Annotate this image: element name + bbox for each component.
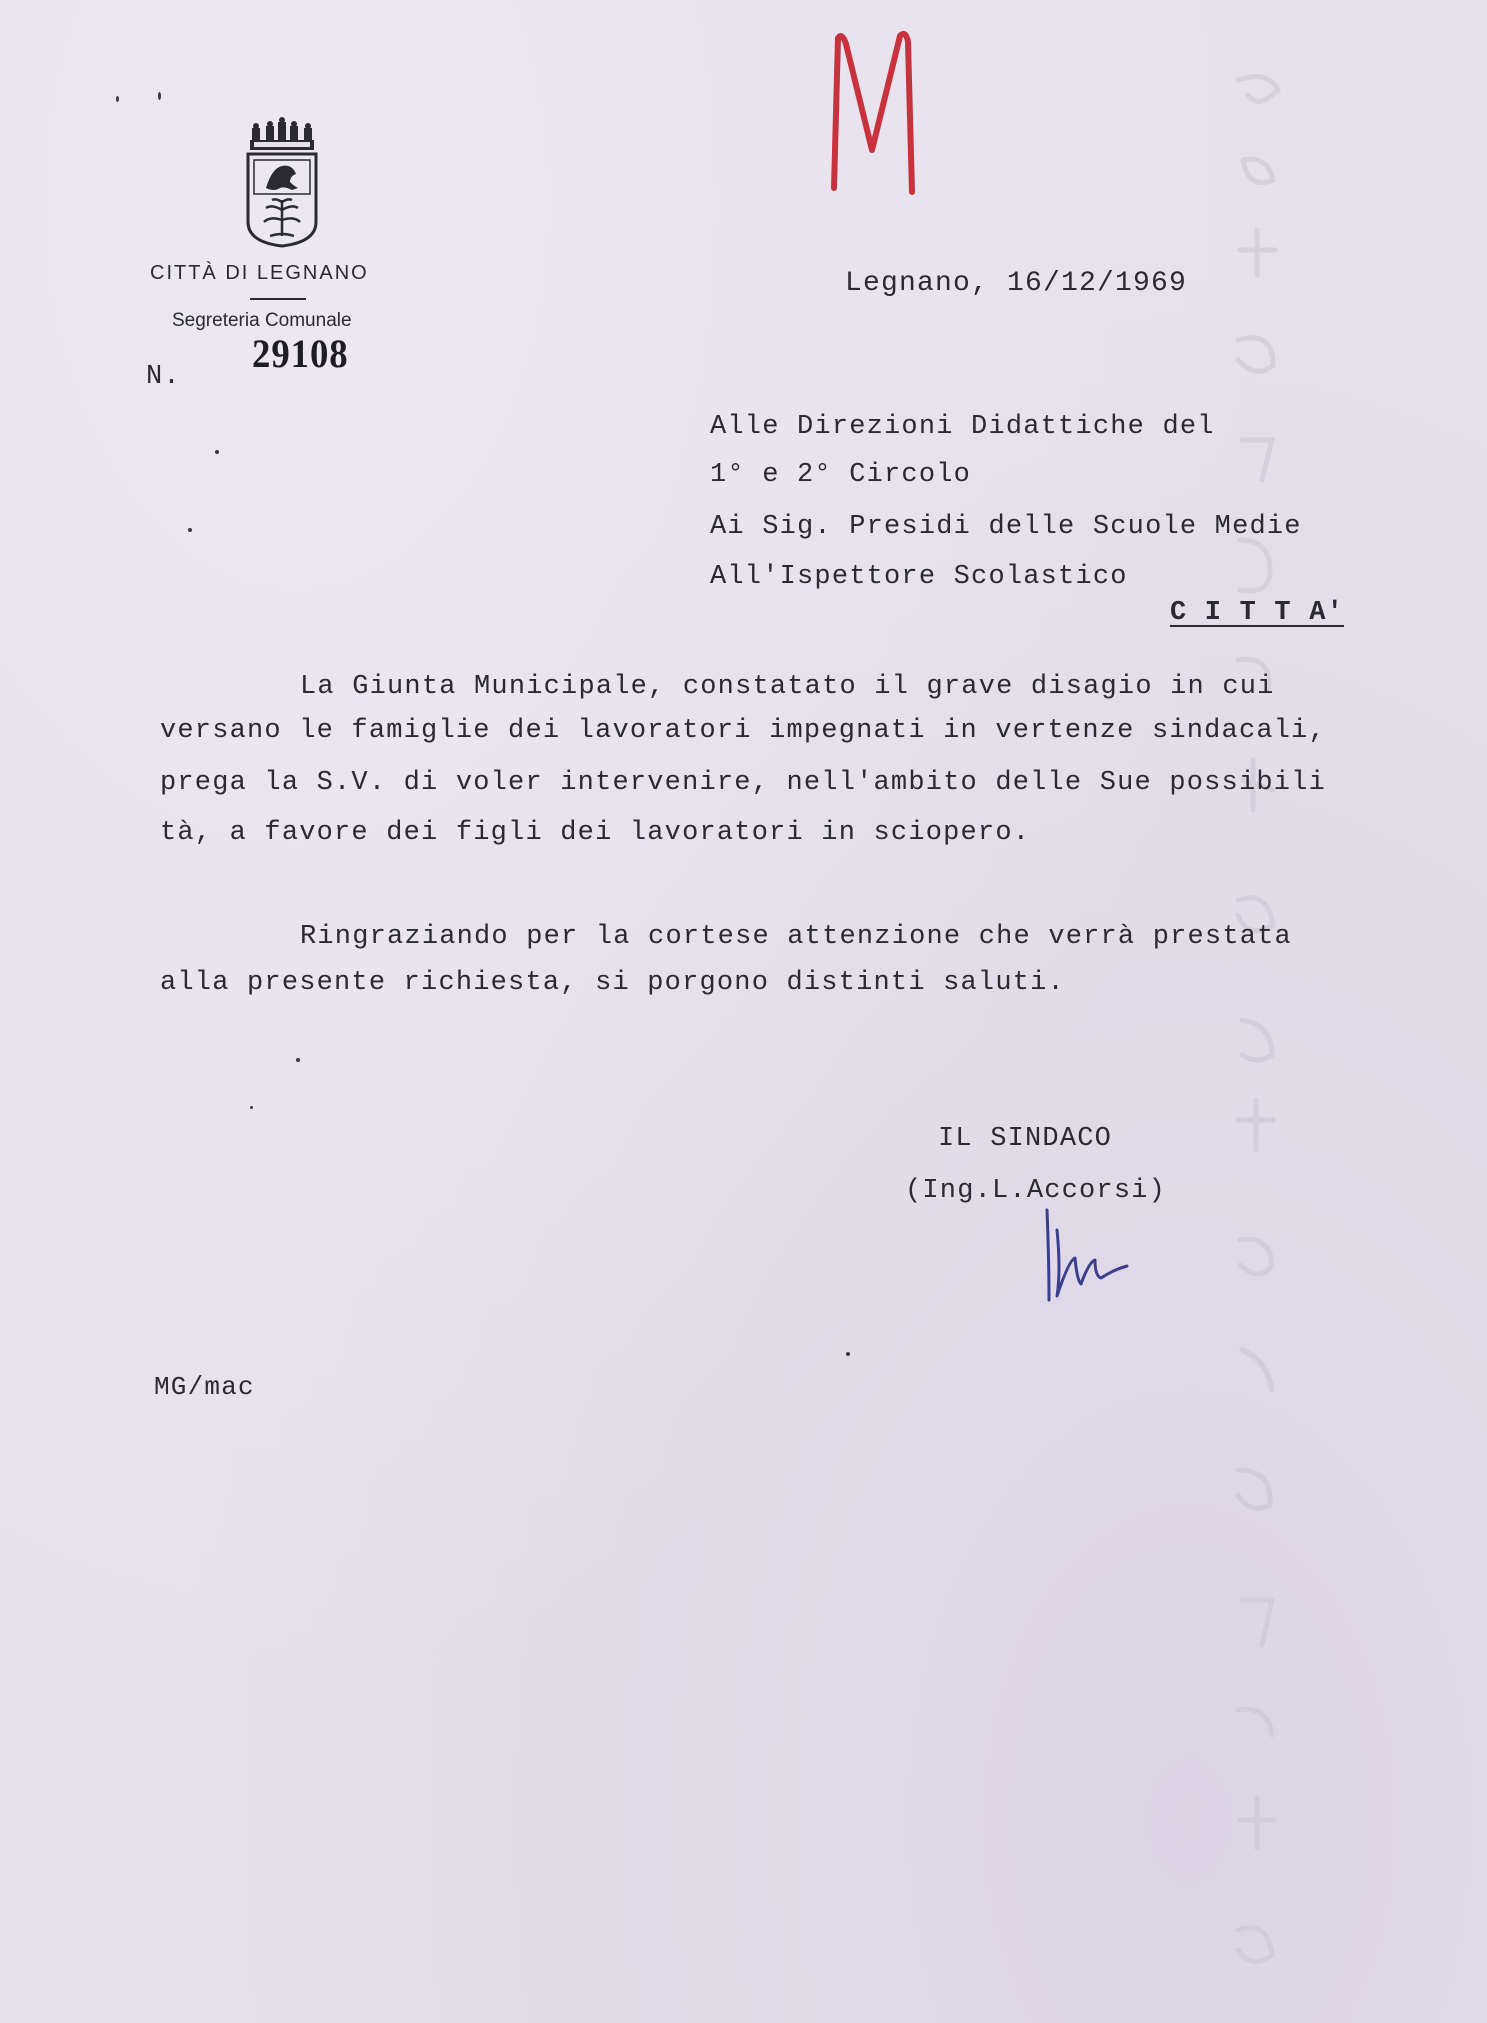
handwritten-m-mark: [820, 7, 930, 200]
coat-of-arms-icon: [244, 118, 320, 250]
protocol-label: N.: [146, 362, 181, 392]
reference-initials: MG/mac: [154, 1372, 255, 1402]
recipient-line: 1° e 2° Circolo: [710, 460, 972, 490]
speck: [188, 528, 192, 532]
body-paragraph-2-line: alla presente richiesta, si porgono distinti saluti.: [160, 968, 1065, 998]
letterhead-divider: [250, 298, 306, 300]
body-paragraph-1-line: La Giunta Municipale, constatato il grave disagio in cui: [300, 672, 1275, 702]
recipient-city: C I T T A': [1170, 598, 1345, 628]
speck: [296, 1058, 300, 1062]
speck: [215, 450, 219, 454]
office-name: Segreteria Comunale: [172, 310, 352, 331]
recipient-line: Ai Sig. Presidi delle Scuole Medie: [710, 512, 1302, 542]
bleed-through-marks: [1228, 20, 1288, 2020]
recipient-line: Alle Direzioni Didattiche del: [710, 412, 1215, 442]
speck: [158, 92, 161, 100]
signatory-title: IL SINDACO: [938, 1124, 1113, 1154]
date-line: Legnano, 16/12/1969: [845, 268, 1188, 299]
speck: [250, 1106, 253, 1109]
city-name: CITTÀ DI LEGNANO: [150, 262, 369, 284]
protocol-number: 29108: [252, 331, 349, 376]
body-paragraph-2-line: Ringraziando per la cortese attenzione che verrà prestata: [300, 922, 1292, 952]
handwritten-m-text: M: [820, 7, 830, 25]
speck: [116, 96, 119, 102]
body-paragraph-1-line: prega la S.V. di voler intervenire, nell'ambito delle Sue possibili: [160, 768, 1326, 798]
signatory-name: (Ing.L.Accorsi): [905, 1176, 1167, 1206]
handwritten-signature: [1035, 1200, 1135, 1310]
speck: [846, 1352, 850, 1356]
recipient-line: All'Ispettore Scolastico: [710, 562, 1128, 592]
body-paragraph-1-line: versano le famiglie dei lavoratori impegnati in vertenze sindacali,: [160, 716, 1326, 746]
body-paragraph-1-line: tà, a favore dei figli dei lavoratori in sciopero.: [160, 818, 1031, 848]
